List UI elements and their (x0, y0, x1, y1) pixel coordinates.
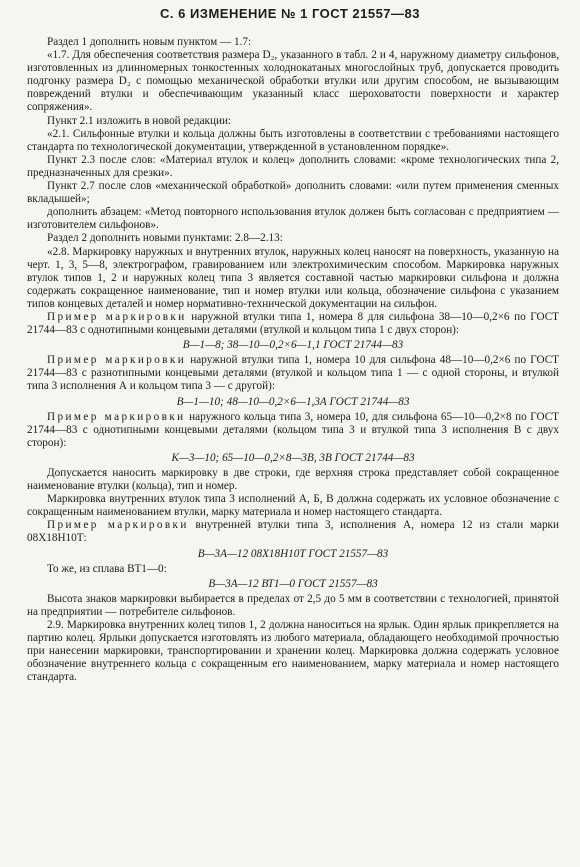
paragraph: Раздел 1 дополнить новым пунктом — 1.7: (47, 36, 252, 48)
paragraph: Высота знаков маркировки выбирается в пределах от 2,5 до 5 мм в соответствии с технологией, принятой на предприятии — потребителе сильфонов. (27, 592, 559, 618)
paragraph: Пункт 2.3 после слов: «Материал втулок и колец» дополнить словами: «кроме технологических типа 2, предназначенных для срезки». (27, 153, 559, 179)
paragraph: Допускается наносить маркировку в две строки, где верхняя строка представляет собой сокращенное наименование втулки (кольца), тип и номер. (27, 467, 559, 493)
paragraph: дополнить абзацем: «Метод повторного использования втулок должен быть согласован с предприятием — изготовителем сильфонов». (27, 206, 559, 232)
paragraph: 2.9. Маркировка внутренних колец типов 1, 2 должна наноситься на ярлык. Один ярлык прикрепляется на партию колец. Ярлыки допускается изготовлять из любого материала, обладающего необходимой прочностью при нанесении маркировки, транспортировании и хранении колец. Маркировка должна содержать условное обозначение внутреннего кольца с сокращенным его наименованием, марку материала и номер настоящего стандарта. (27, 619, 559, 684)
document-body (27, 36, 559, 685)
example-text: внутренней втулки типа 3, исполнения А, номера 12 из стали марки 08Х18Н10Т: (27, 519, 559, 545)
paragraph: Пункт 2.7 после слов «механической обработкой» дополнить словами: «или путем применения сменных вкладышей»; (27, 180, 559, 206)
example-text: наружного кольца типа 3, номера 10, для сильфона 65—10—0,2×8 по ГОСТ 21744—83 с однотипными концевыми деталями (кольцом типа 3 и втулкой типа 3 исполнения В с двух сторон): (27, 410, 559, 449)
example-lead: Пример маркировки (47, 519, 189, 532)
paragraph: То же, из сплава ВТ1—0: (47, 562, 167, 575)
paragraph: Пункт 2.1 изложить в новой редакции: (47, 114, 232, 127)
paragraph: «1.7. Для обеспечения соответствия размера D₂, указанного в табл. 2 и 4, наружному диаметру сильфонов, изготовленных из длинномерных тонкостенных холоднокатаных многослойных труб, допускается проводить подгонку размера D₂ с помощью механической обработки втулки или другим способом, не вызывающим повреждений втулки и обеспечивающим указанный класс шероховатости поверхности и характер сопряжения». (27, 49, 559, 114)
marking-formula: В—1—10; 48—10—0,2×6—1,3А ГОСТ 21744—83 (176, 395, 410, 408)
example-text: наружной втулки типа 1, номера 8 для сильфона 38—10—0,2×6 по ГОСТ 21744—83 с однотипными концевыми деталями (втулкой и кольцом типа 1 с двух сторон): (27, 310, 559, 337)
paragraph: «2.8. Маркировку наружных и внутренних втулок, наружных колец наносят на поверхность, указанную на черт. 1, 3, 5—8, электрографом, гравированием или электрохимическим способом. Маркировка наружных втулок типов 1, 2 и наружных колец типа 3 является составной частью маркировки сильфона и должна содержать сокращенное наименование, тип и номер втулки или кольца, обозначение сильфона с указанием типов концевых деталей и номер нормативно-технической документации на сильфон. (27, 245, 559, 310)
paragraph: «2.1. Сильфонные втулки и кольца должны быть изготовлены в соответствии с требованиями настоящего стандарта по технологической документации, утвержденной в установленном порядке». (27, 127, 559, 153)
paragraph: Маркировка внутренних втулок типа 3 исполнений А, Б, В должна содержать их условное обозначение с сокращенным наименованием втулки, марку материала и номер настоящего стандарта. (27, 493, 559, 519)
paragraph: Раздел 2 дополнить новыми пунктами: 2.8—2.13: (47, 232, 283, 245)
marking-example (27, 519, 559, 545)
example-lead: Пример маркировки (47, 354, 187, 367)
marking-formula: К—3—10; 65—10—0,2×8—3В, 3В ГОСТ 21744—83 (171, 451, 415, 464)
marking-formula: В—3А—12 08Х18Н10Т ГОСТ 21557—83 (197, 547, 389, 560)
marking-formula: В—1—8; 38—10—0,2×6—1,1 ГОСТ 21744—83 (182, 339, 404, 352)
marking-example (27, 354, 559, 393)
page-header: С. 6 ИЗМЕНЕНИЕ № 1 ГОСТ 21557—83 (160, 6, 420, 21)
marking-example (27, 311, 559, 337)
marking-formula: В—3А—12 ВТ1—0 ГОСТ 21557—83 (208, 577, 378, 590)
marking-example (27, 411, 559, 450)
example-lead: Пример маркировки (47, 410, 186, 423)
example-lead: Пример маркировки (47, 310, 187, 323)
example-text: наружной втулки типа 1, номера 10 для сильфона 48—10—0,2×6 по ГОСТ 21744—83 с разнотипными концевыми деталями (втулкой и кольцом типа 1 — с одной стороны, и втулкой типа 3 исполнения А и кольцом типа 3 — с другой): (27, 354, 559, 393)
